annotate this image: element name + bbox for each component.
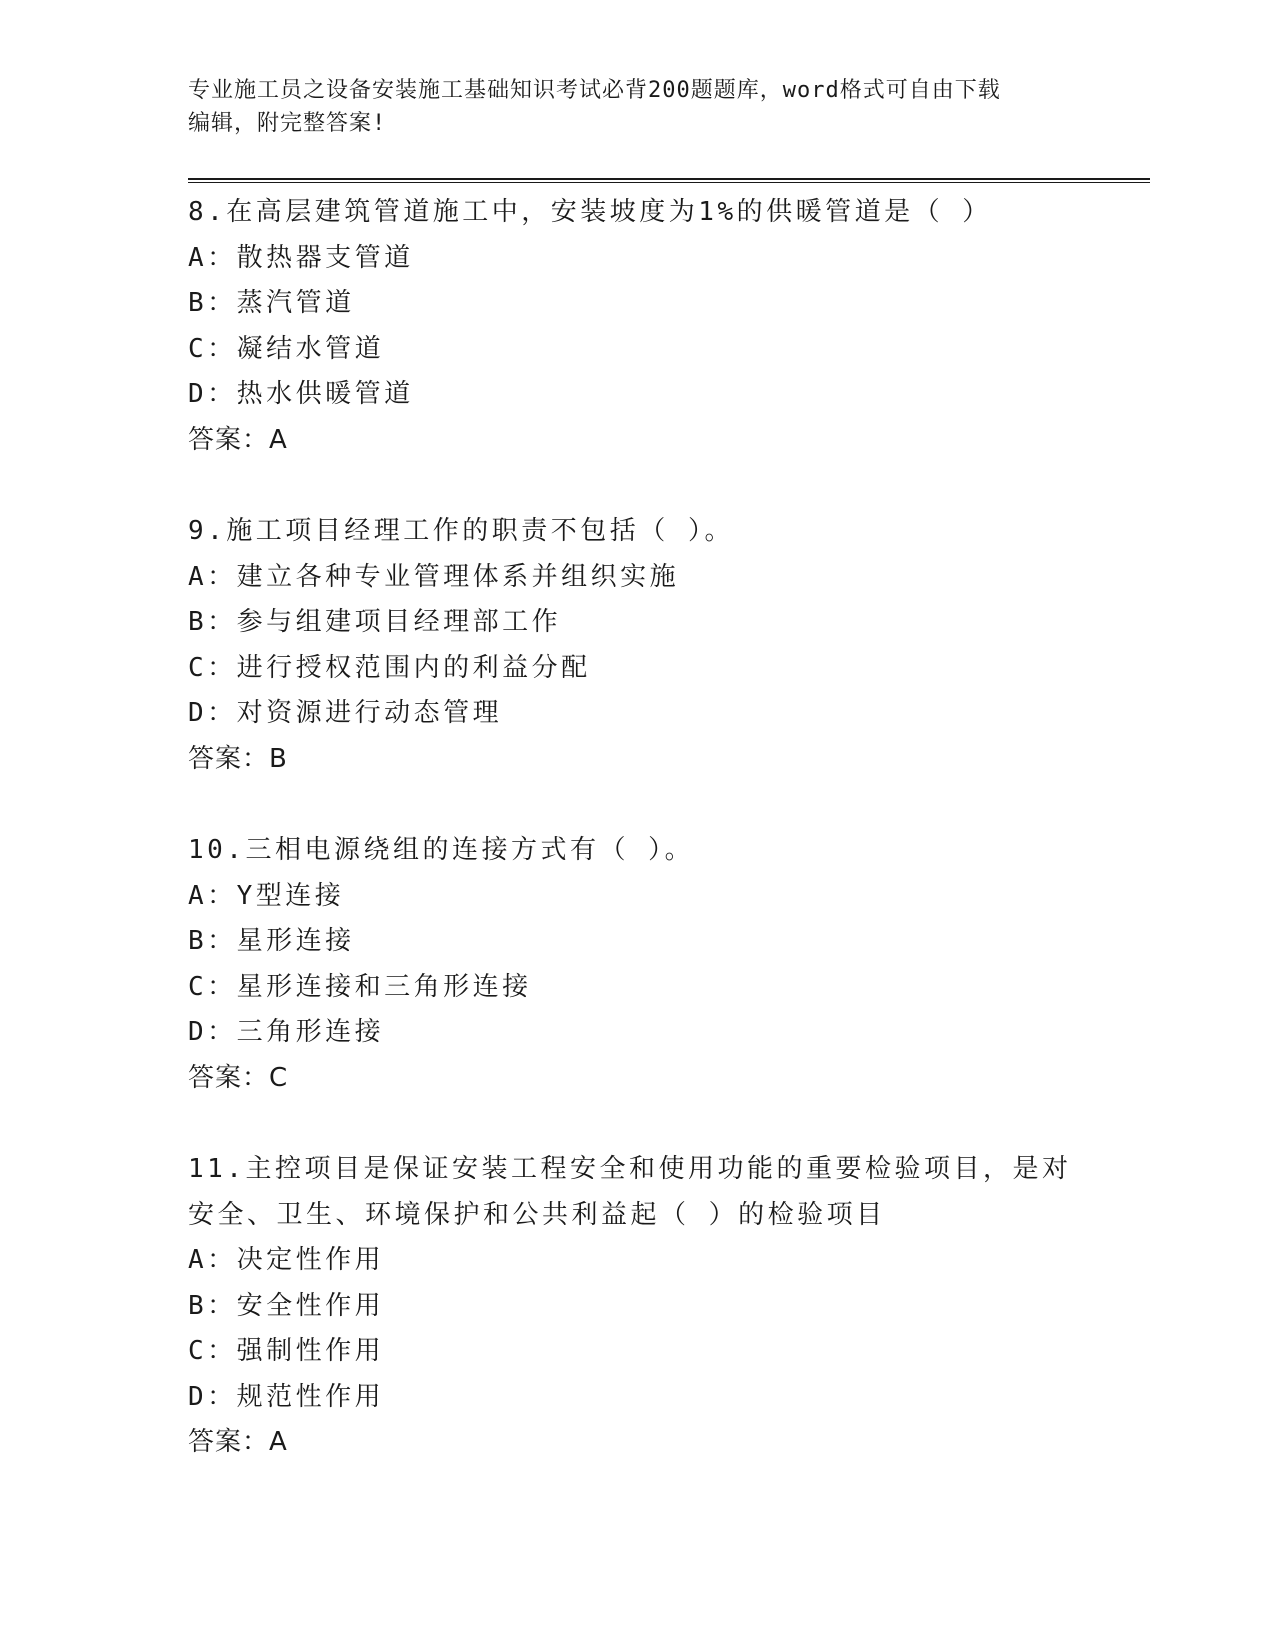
question-11 <box>188 1147 1088 1466</box>
option-b: B：星形连接 <box>188 926 355 956</box>
header-divider-thick <box>188 178 1150 180</box>
header-divider-thin <box>188 182 1150 183</box>
option-c: C：凝结水管道 <box>188 333 385 364</box>
option-a: A：决定性作用 <box>188 1245 385 1275</box>
option-d: D：热水供暖管道 <box>188 379 414 409</box>
question-stem: 9.施工项目经理工作的职责不包括（ ）。 <box>188 516 734 546</box>
answer: 答案：A <box>188 1427 288 1457</box>
option-c: C：强制性作用 <box>188 1336 385 1366</box>
answer: 答案：C <box>188 1062 289 1093</box>
question-stem: 11.主控项目是保证安装工程安全和使用功能的重要检验项目，是对安全、卫生、环境保护和公共利益起（ ）的检验项目 <box>188 1154 1072 1230</box>
question-9 <box>188 509 1088 782</box>
option-d: D：三角形连接 <box>188 1017 385 1047</box>
answer: 答案：A <box>188 424 288 455</box>
option-d: D：规范性作用 <box>188 1381 385 1412</box>
question-stem: 8.在高层建筑管道施工中，安装坡度为1%的供暖管道是（ ） <box>188 197 992 227</box>
header-title-line-1: 专业施工员之设备安装施工基础知识考试必背200题题库，word格式可自由下载 <box>188 78 1001 103</box>
option-b: B：参与组建项目经理部工作 <box>188 607 562 637</box>
question-stem: 10.三相电源绕组的连接方式有（ ）。 <box>188 835 695 865</box>
option-c: C：进行授权范围内的利益分配 <box>188 652 591 683</box>
header-title-line-2: 编辑，附完整答案! <box>188 111 387 136</box>
answer: 答案：B <box>188 743 288 774</box>
option-d: D：对资源进行动态管理 <box>188 698 503 728</box>
option-a: A：建立各种专业管理体系并组织实施 <box>188 561 680 592</box>
option-b: B：安全性作用 <box>188 1290 385 1321</box>
option-a: A：Y型连接 <box>188 880 345 911</box>
option-b: B：蒸汽管道 <box>188 288 355 318</box>
question-10 <box>188 828 1088 1101</box>
option-a: A：散热器支管道 <box>188 242 414 273</box>
option-c: C：星形连接和三角形连接 <box>188 971 532 1002</box>
document-header <box>188 74 1068 140</box>
question-list <box>188 190 1088 1512</box>
question-8 <box>188 190 1088 463</box>
